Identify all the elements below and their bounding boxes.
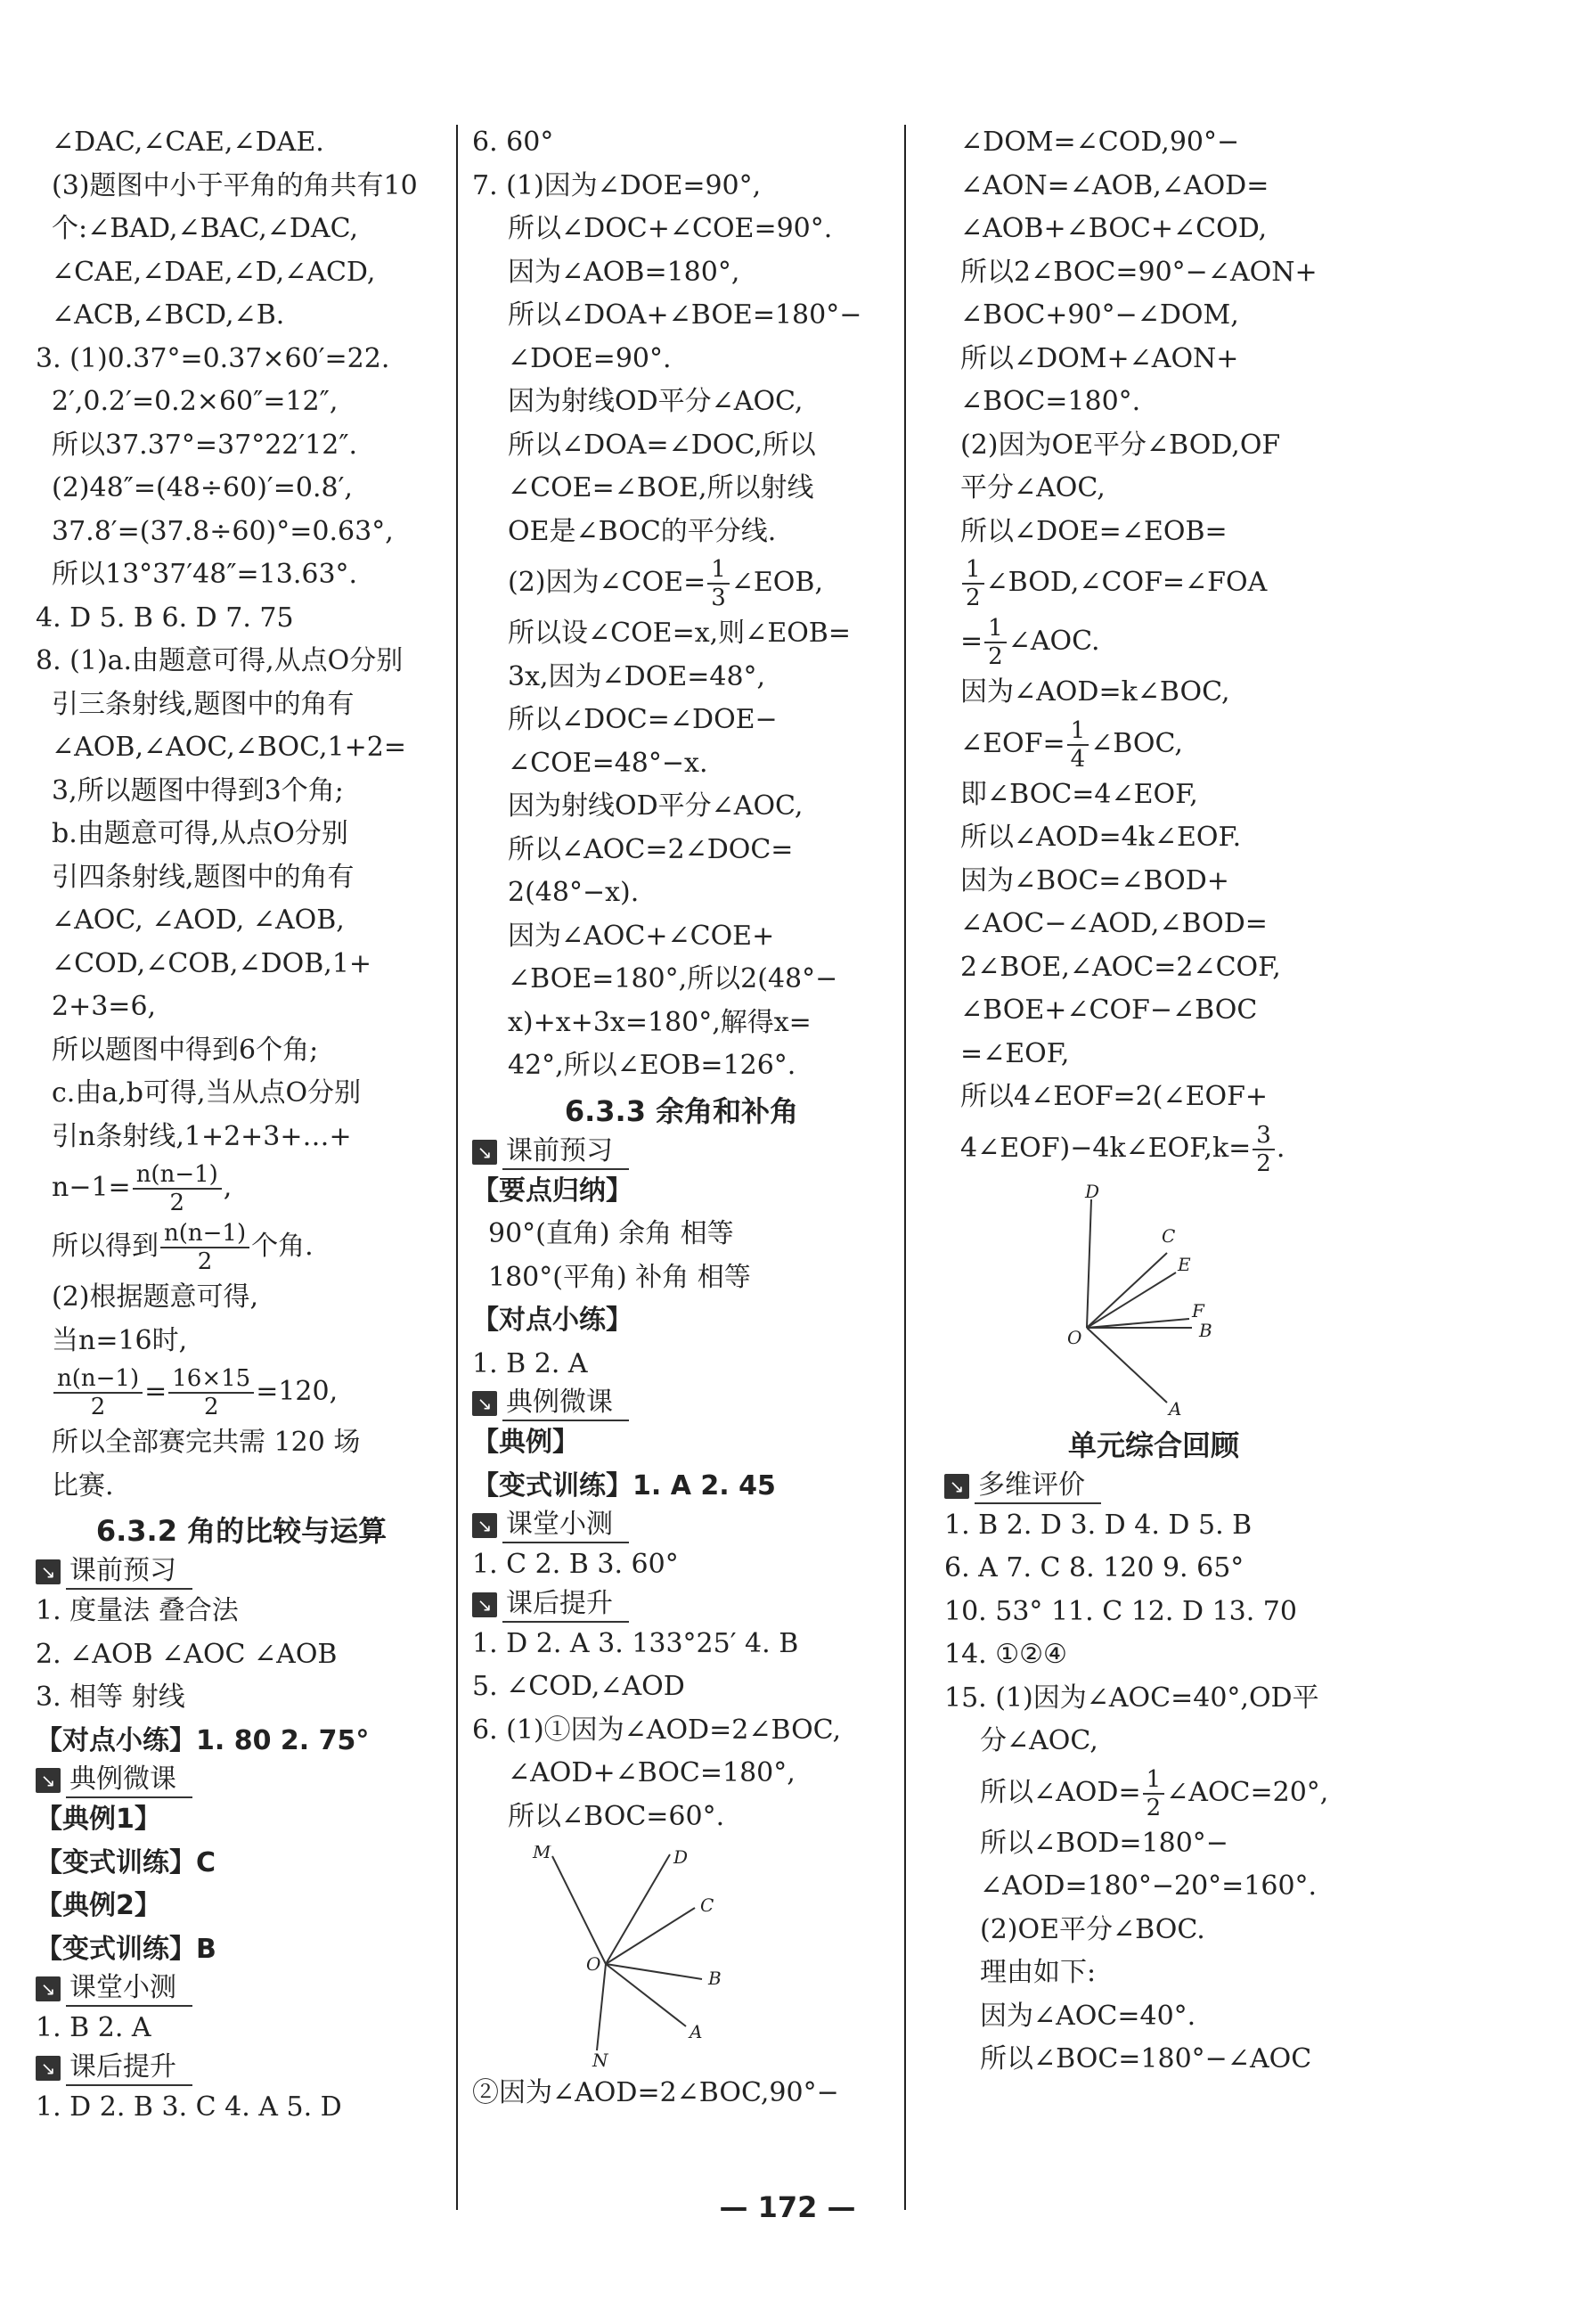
formula-text: = — [144, 1376, 167, 1407]
formula-line — [944, 715, 1363, 773]
text-line: ∠AOB+∠BOC+∠COD, — [960, 213, 1268, 244]
text-line: 15. (1)因为∠AOC=40°,OD平 — [944, 1682, 1319, 1714]
practice-line: 【对点小练】1. 80 2. 75° — [36, 1724, 370, 1756]
section-header-preview — [36, 1554, 447, 1590]
denominator: 3 — [711, 585, 726, 611]
formula-text: 个角. — [251, 1231, 314, 1262]
point-label-A: A — [690, 2021, 703, 2042]
variant-line: 【变式训练】1. A 2. 45 — [472, 1469, 776, 1502]
fraction — [984, 615, 1007, 670]
text-line: 所以∠BOD=180°− — [980, 1827, 1228, 1859]
arrow-icon: ↘ — [472, 1592, 497, 1617]
text-line: 2(48°−x). — [508, 877, 640, 908]
text-line: 因为∠AOB=180°, — [508, 256, 740, 288]
angle-figure-1 — [472, 1845, 891, 2068]
text-line: ∠BOE=180°,所以2(48°− — [508, 963, 838, 994]
text-line: 因为射线OD平分∠AOC, — [508, 790, 804, 822]
numerator: 3 — [1253, 1122, 1275, 1150]
text-line: 比赛. — [52, 1469, 114, 1502]
text-line: ∠CAE,∠DAE,∠D,∠ACD, — [52, 256, 376, 288]
text-line: 1. D 2. B 3. C 4. A 5. D — [36, 2091, 342, 2123]
formula-text: ∠EOB, — [730, 567, 823, 598]
text-line: 所以全部赛完共需 120 场 — [52, 1427, 361, 1458]
fraction — [133, 1161, 222, 1216]
text-line: 因为∠AOD=k∠BOC, — [960, 676, 1230, 708]
point-label-O: O — [1067, 1326, 1082, 1348]
formula-text: =120, — [256, 1376, 339, 1407]
text-line: ∠COE=48°−x. — [508, 747, 708, 779]
text-line: 所以∠AOC=2∠DOC= — [508, 833, 794, 865]
header-label: 课前预习 — [502, 1134, 629, 1170]
formula-text: ∠BOD,∠COF=∠FOA — [985, 567, 1268, 598]
text-line: 1. B 2. A — [472, 1347, 588, 1379]
text-line: ∠AOD=180°−20°=160°. — [980, 1870, 1318, 1902]
formula-text: ∠BOC, — [1090, 727, 1183, 759]
section-title: 6.3.2 角的比较与运算 — [95, 1514, 388, 1548]
text-line: 1. 度量法 叠合法 — [36, 1595, 239, 1626]
fraction — [707, 556, 730, 611]
text-line: ∠AOC−∠AOD,∠BOD= — [960, 908, 1268, 939]
numerator: 1 — [962, 556, 984, 585]
header-label: 课后提升 — [66, 2050, 192, 2086]
text-line: 2′,0.2′=0.2×60″=12″, — [52, 386, 339, 417]
text-line: 引三条射线,题图中的角有 — [52, 688, 355, 720]
formula-text: 4∠EOF)−4k∠EOF,k= — [960, 1132, 1252, 1164]
numerator: n(n−1) — [133, 1161, 222, 1190]
example-label: 【典例2】 — [36, 1890, 161, 1921]
arrow-icon: ↘ — [472, 1140, 497, 1165]
text-line: 所以4∠EOF=2(∠EOF+ — [960, 1081, 1269, 1112]
text-line: (2)根据题意可得, — [52, 1281, 259, 1313]
arrow-icon: ↘ — [944, 1474, 969, 1499]
header-label: 典例微课 — [66, 1763, 192, 1798]
header-label: 课堂小测 — [66, 1971, 192, 2007]
numerator: n(n−1) — [160, 1220, 249, 1248]
text-line: 所以∠DOM+∠AON+ — [960, 342, 1239, 374]
fraction — [1067, 717, 1089, 773]
text-line: 所以∠DOA=∠DOC,所以 — [508, 429, 816, 461]
section-header-evaluation — [944, 1469, 1363, 1504]
denominator: 2 — [169, 1190, 185, 1216]
text-line: 平分∠AOC, — [960, 472, 1106, 503]
text-line: =∠EOF, — [960, 1037, 1070, 1069]
point-label-D: D — [673, 1846, 689, 1868]
text-line: (3)题图中小于平角的角共有10 — [52, 169, 418, 201]
text-line: 5. ∠COD,∠AOD — [472, 1671, 685, 1702]
formula-line — [36, 1362, 447, 1421]
variant-line: 【变式训练】C — [36, 1846, 216, 1878]
text-line: 所以∠AOD=4k∠EOF. — [960, 822, 1242, 853]
text-line: 1. D 2. A 3. 133°25′ 4. B — [472, 1627, 799, 1659]
formula-text: 所以得到 — [52, 1231, 159, 1262]
text-line: 2. ∠AOB ∠AOC ∠AOB — [36, 1638, 338, 1670]
header-label: 课堂小测 — [502, 1508, 629, 1543]
arrow-icon: ↘ — [472, 1513, 497, 1538]
section-header-example — [472, 1386, 891, 1421]
column-2 — [472, 121, 891, 2115]
point-label-C: C — [1162, 1224, 1176, 1247]
text-line: 37.8′=(37.8÷60)°=0.63°, — [52, 515, 394, 547]
text-line: 所以∠BOC=180°−∠AOC — [980, 2043, 1312, 2074]
numerator: 1 — [707, 556, 730, 585]
numerator: n(n−1) — [53, 1365, 143, 1394]
text-line: 3. (1)0.37°=0.37×60′=22. — [36, 342, 390, 374]
fraction — [1253, 1122, 1275, 1177]
text-line: ∠COD,∠COB,∠DOB,1+ — [52, 947, 372, 979]
formula-text: ∠EOF= — [960, 727, 1065, 759]
point-label-B: B — [1199, 1319, 1212, 1341]
variant-line: 【变式训练】B — [36, 1933, 216, 1965]
text-line: ∠DAC,∠CAE,∠DAE. — [52, 127, 324, 158]
text-line: 因为∠AOC=40°. — [980, 2000, 1196, 2032]
formula-line — [944, 1763, 1363, 1822]
section-header-quiz — [36, 1971, 447, 2007]
text-line: 4. D 5. B 6. D 7. 75 — [36, 601, 294, 634]
text-line: 2+3=6, — [52, 991, 157, 1022]
text-line: ∠COE=∠BOE,所以射线 — [508, 472, 814, 503]
formula-text: (2)因为∠COE= — [508, 567, 706, 598]
text-line: 1. B 2. D 3. D 4. D 5. B — [944, 1509, 1253, 1541]
text-line: x)+x+3x=180°,解得x= — [508, 1006, 812, 1038]
denominator: 2 — [966, 585, 981, 611]
denominator: 2 — [197, 1248, 213, 1275]
fraction — [962, 556, 984, 611]
text-line: OE是∠BOC的平分线. — [508, 515, 777, 547]
text-line: 10. 53° 11. C 12. D 13. 70 — [944, 1595, 1297, 1627]
denominator: 2 — [1146, 1794, 1162, 1821]
text-line: 分∠AOC, — [980, 1725, 1098, 1756]
formula-text: = — [960, 626, 983, 657]
example-label: 【典例】 — [472, 1427, 579, 1458]
text-line: 3,所以题图中得到3个角; — [52, 774, 344, 806]
column-1 — [36, 121, 447, 2129]
denominator: 2 — [1256, 1150, 1271, 1177]
arrow-icon: ↘ — [472, 1391, 497, 1416]
formula-line — [36, 1158, 447, 1217]
text-line: b.由题意可得,从点O分别 — [52, 818, 348, 849]
page-number: — 172 — — [719, 2190, 856, 2224]
formula-text: n−1= — [52, 1172, 131, 1203]
text-line: 所以题图中得到6个角; — [52, 1034, 319, 1066]
text-line: ∠BOC+90°−∠DOM, — [960, 299, 1239, 331]
text-line: (2)OE平分∠BOC. — [980, 1913, 1205, 1945]
formula-line — [36, 1217, 447, 1276]
fraction — [168, 1365, 254, 1420]
text-line: 180°(平角) 补角 相等 — [488, 1261, 751, 1293]
text-line: ∠AOD+∠BOC=180°, — [508, 1757, 796, 1788]
arrow-icon: ↘ — [36, 1768, 61, 1793]
numerator: 1 — [984, 615, 1007, 643]
denominator: 2 — [988, 643, 1003, 670]
text-line: 所以∠DOC=∠DOE− — [508, 704, 778, 735]
example-label: 【典例1】 — [36, 1804, 161, 1835]
header-label: 典例微课 — [502, 1386, 629, 1421]
denominator: 4 — [1070, 745, 1086, 773]
text-line: 6. A 7. C 8. 120 9. 65° — [944, 1552, 1244, 1583]
section-header-quiz — [472, 1508, 891, 1543]
arrow-icon: ↘ — [36, 2056, 61, 2081]
text-line: 引四条射线,题图中的角有 — [52, 861, 355, 893]
text-line: 所以2∠BOC=90°−∠AON+ — [960, 256, 1318, 288]
arrow-icon: ↘ — [36, 1976, 61, 2001]
formula-line — [944, 1119, 1363, 1178]
text-line: (2)48″=(48÷60)′=0.8′, — [52, 472, 353, 503]
text-line: 所以13°37′48″=13.63°. — [52, 559, 358, 590]
text-line: 当n=16时, — [52, 1324, 188, 1356]
text-line: ∠DOM=∠COD,90°− — [960, 127, 1240, 158]
column-divider-1 — [456, 125, 458, 2210]
text-line: 因为射线OD平分∠AOC, — [508, 386, 804, 417]
point-label-O: O — [586, 1953, 601, 1975]
text-line: 即∠BOC=4∠EOF, — [960, 778, 1198, 810]
angle-figure-2 — [944, 1183, 1363, 1415]
practice-label: 【对点小练】 — [472, 1305, 632, 1336]
arrow-icon: ↘ — [36, 1559, 61, 1584]
text-line: ∠BOC=180°. — [960, 386, 1141, 417]
header-label: 多维评价 — [975, 1469, 1101, 1504]
text-line: 因为∠AOC+∠COE+ — [508, 920, 775, 952]
point-label-N: N — [592, 2050, 608, 2068]
text-line: 所以∠DOC+∠COE=90°. — [508, 213, 833, 244]
point-label-B: B — [708, 1968, 722, 1989]
text-line: 14. ①②④ — [944, 1639, 1067, 1670]
column-3 — [944, 121, 1363, 2082]
text-line: 所以∠DOA+∠BOE=180°− — [508, 299, 862, 331]
formula-text: , — [223, 1172, 233, 1203]
formula-text: . — [1276, 1132, 1285, 1164]
text-line: ∠AON=∠AOB,∠AOD= — [960, 169, 1269, 201]
denominator: 2 — [203, 1394, 219, 1420]
column-divider-2 — [904, 125, 906, 2210]
header-label: 课后提升 — [502, 1587, 629, 1623]
text-line: 6. 60° — [472, 127, 554, 158]
section-header-after — [472, 1587, 891, 1623]
formula-text: ∠AOC=20°, — [1166, 1776, 1329, 1808]
point-label-E: E — [1178, 1253, 1191, 1275]
point-label-D: D — [1085, 1182, 1100, 1202]
formula-line — [472, 553, 891, 612]
text-line: ∠ACB,∠BCD,∠B. — [52, 299, 285, 331]
text-line: 所以37.37°=37°22′12″. — [52, 429, 358, 461]
text-line: 1. C 2. B 3. 60° — [472, 1549, 679, 1580]
point-label-F: F — [1192, 1299, 1204, 1322]
summary-label: 【要点归纳】 — [472, 1174, 632, 1207]
section-header-preview — [472, 1134, 891, 1170]
text-line: 1. B 2. A — [36, 2012, 151, 2043]
text-line: 6. (1)①因为∠AOD=2∠BOC, — [472, 1714, 842, 1746]
text-line: ∠AOC, ∠AOD, ∠AOB, — [52, 904, 345, 936]
text-line: 8. (1)a.由题意可得,从点O分别 — [36, 645, 404, 676]
text-line: ∠DOE=90°. — [508, 342, 672, 374]
denominator: 2 — [90, 1394, 106, 1420]
formula-line — [944, 553, 1363, 612]
text-line: c.由a,b可得,当从点O分别 — [52, 1077, 362, 1109]
numerator: 1 — [1067, 717, 1089, 746]
header-label: 课前预习 — [66, 1554, 192, 1590]
text-line: 因为∠BOC=∠BOD+ — [960, 864, 1229, 896]
text-line: 所以设∠COE=x,则∠EOB= — [508, 618, 851, 649]
text-line: 理由如下: — [980, 1957, 1097, 1988]
fraction — [53, 1365, 143, 1420]
text-line: 2∠BOE,∠AOC=2∠COF, — [960, 951, 1281, 983]
point-label-A: A — [1169, 1397, 1182, 1415]
text-line: (2)因为OE平分∠BOD,OF — [960, 429, 1281, 461]
text-line: 7. (1)因为∠DOE=90°, — [472, 169, 762, 201]
point-label-M: M — [533, 1845, 551, 1862]
numerator: 1 — [1143, 1766, 1165, 1795]
formula-line — [944, 612, 1363, 671]
section-header-example — [36, 1763, 447, 1798]
fraction — [1143, 1766, 1165, 1821]
text-line: 所以∠BOC=60°. — [508, 1800, 725, 1832]
text-line: ②因为∠AOD=2∠BOC,90°− — [472, 2077, 839, 2108]
text-line: 42°,所以∠EOB=126°. — [508, 1050, 796, 1081]
section-title: 6.3.3 余角和补角 — [564, 1093, 799, 1128]
text-line: 个:∠BAD,∠BAC,∠DAC, — [52, 213, 359, 244]
text-line: 3x,因为∠DOE=48°, — [508, 660, 766, 692]
fraction — [160, 1220, 249, 1275]
numerator: 16×15 — [168, 1365, 254, 1394]
text-line: 90°(直角) 余角 相等 — [488, 1218, 734, 1249]
section-title: 单元综合回顾 — [1067, 1428, 1239, 1462]
text-line: 3. 相等 射线 — [36, 1682, 185, 1713]
text-line: 引n条射线,1+2+3+…+ — [52, 1120, 352, 1152]
section-header-after — [36, 2050, 447, 2086]
formula-text: ∠AOC. — [1008, 626, 1100, 657]
formula-text: 所以∠AOD= — [980, 1776, 1141, 1808]
text-line: ∠BOE+∠COF−∠BOC — [960, 994, 1258, 1026]
text-line: 所以∠DOE=∠EOB= — [960, 515, 1228, 547]
point-label-C: C — [700, 1894, 714, 1916]
text-line: ∠AOB,∠AOC,∠BOC,1+2= — [52, 732, 406, 763]
